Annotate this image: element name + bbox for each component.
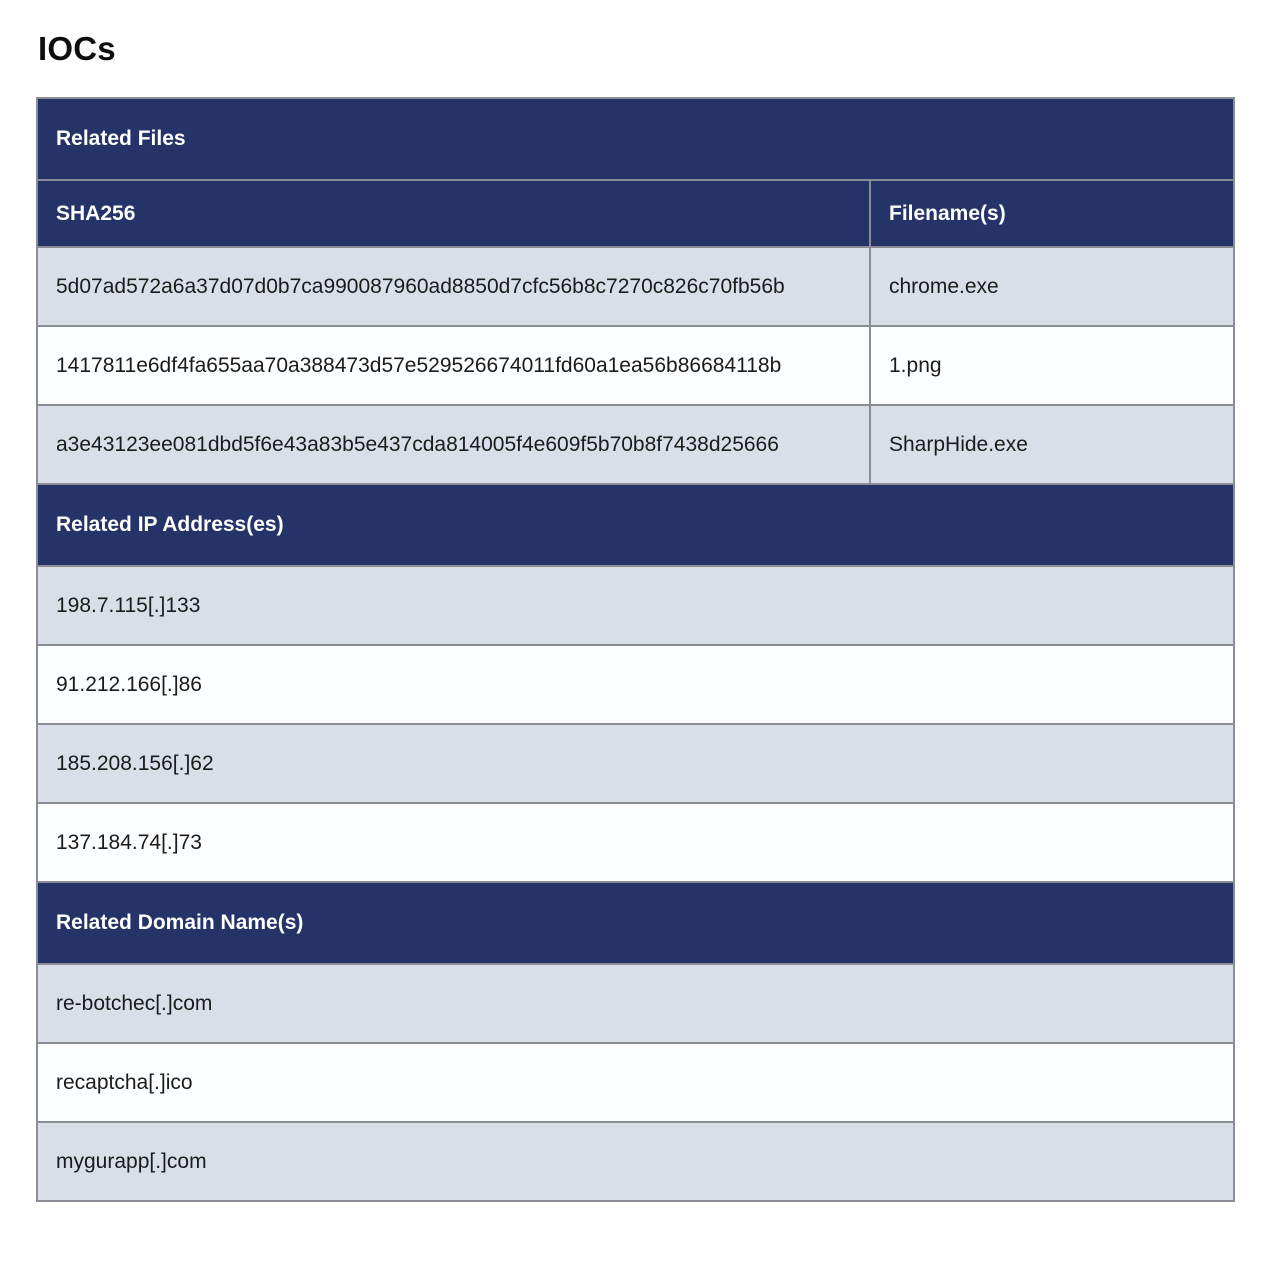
ip-cell: 185.208.156[.]62 <box>37 724 1234 803</box>
hash-cell: 5d07ad572a6a37d07d0b7ca990087960ad8850d7cfc56b8c7270c826c70fb56b <box>37 247 870 326</box>
domain-cell: re-botchec[.]com <box>37 964 1234 1043</box>
filename-cell: chrome.exe <box>870 247 1234 326</box>
page-title: IOCs <box>38 30 116 67</box>
table-row <box>37 1122 1234 1201</box>
table-row <box>37 724 1234 803</box>
column-header-row <box>37 180 1234 247</box>
ip-cell: 137.184.74[.]73 <box>37 803 1234 882</box>
table-row <box>37 645 1234 724</box>
section-header-domains <box>37 882 1234 964</box>
section-label: Related IP Address(es) <box>37 484 1234 566</box>
section-label: Related Files <box>37 98 1234 180</box>
table-row <box>37 566 1234 645</box>
ioc-table <box>36 97 1235 1202</box>
table-row <box>37 326 1234 405</box>
ip-cell: 198.7.115[.]133 <box>37 566 1234 645</box>
table-row <box>37 803 1234 882</box>
filename-cell: SharpHide.exe <box>870 405 1234 484</box>
domain-cell: recaptcha[.]ico <box>37 1043 1234 1122</box>
filename-cell: 1.png <box>870 326 1234 405</box>
ip-cell: 91.212.166[.]86 <box>37 645 1234 724</box>
table-row <box>37 1043 1234 1122</box>
column-header-filename: Filename(s) <box>870 180 1234 247</box>
table-row <box>37 964 1234 1043</box>
table-row <box>37 247 1234 326</box>
section-header-ips <box>37 484 1234 566</box>
column-header-sha256: SHA256 <box>37 180 870 247</box>
section-header-files <box>37 98 1234 180</box>
hash-cell: a3e43123ee081dbd5f6e43a83b5e437cda814005f4e609f5b70b8f7438d25666 <box>37 405 870 484</box>
hash-cell: 1417811e6df4fa655aa70a388473d57e529526674011fd60a1ea56b86684118b <box>37 326 870 405</box>
table-row <box>37 405 1234 484</box>
domain-cell: mygurapp[.]com <box>37 1122 1234 1201</box>
section-label: Related Domain Name(s) <box>37 882 1234 964</box>
